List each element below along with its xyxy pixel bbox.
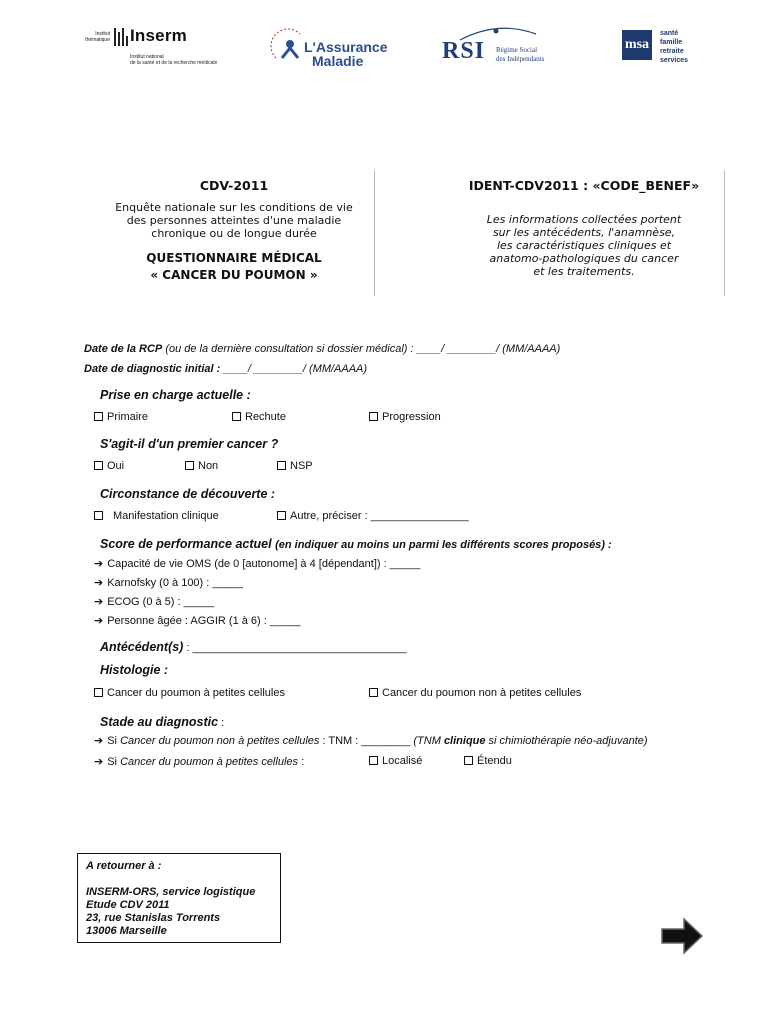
assurance-maladie-logo: [270, 26, 388, 70]
rsi-logo: [440, 26, 560, 70]
return-line: 23, rue Stanislas Torrents: [86, 912, 221, 924]
option-label: Primaire: [107, 411, 148, 423]
header-divider-left: [374, 170, 375, 296]
option-autre[interactable]: [277, 510, 469, 522]
stade-note-b: clinique: [443, 735, 486, 747]
option-label: Oui: [107, 460, 125, 472]
option-etendu[interactable]: [464, 755, 512, 767]
msa-list: [660, 29, 688, 65]
option-petites-cellules[interactable]: [94, 687, 285, 699]
antecedents-fill[interactable]: : ___________________________________: [183, 642, 407, 654]
rcp-date-fill[interactable]: : ____/ ________/ (MM/AAAA): [407, 343, 561, 355]
score-item-oms[interactable]: [94, 557, 420, 570]
checkbox[interactable]: [369, 412, 378, 421]
inserm-top-caption: Institut thématique: [85, 31, 110, 43]
survey-subtitle-line: Enquête nationale sur les conditions de vie: [115, 201, 353, 214]
prise-en-charge-title: Prise en charge actuelle :: [100, 388, 251, 402]
stade-sclc-line: [94, 755, 304, 768]
option-rechute[interactable]: [232, 411, 286, 423]
return-title: A retourner à :: [86, 860, 162, 872]
option-label: Progression: [382, 411, 441, 423]
diagnostic-date-label: Date de diagnostic initial :: [84, 363, 221, 375]
rsi-name: RSI: [442, 38, 486, 64]
info-line: sur les antécédents, l'anamnèse,: [492, 226, 676, 239]
info-line: et les traitements.: [533, 265, 635, 278]
checkbox[interactable]: [464, 756, 473, 765]
arrow-right-icon: ➔: [94, 557, 104, 570]
stade-title-text: Stade au diagnostic: [100, 715, 219, 729]
msa-box-icon: msa: [622, 30, 652, 60]
inserm-logo: [72, 26, 222, 68]
score-item-text: Capacité de vie OMS (de 0 [autonome] à 4 [dépendant]) : _____: [107, 558, 421, 570]
option-label: Cancer du poumon non à petites cellules: [382, 687, 582, 699]
rsi-sub-2: des Indépendants: [496, 55, 545, 63]
option-label: NSP: [290, 460, 313, 472]
checkbox[interactable]: [94, 688, 103, 697]
checkbox[interactable]: [94, 412, 103, 421]
option-non-petites-cellules[interactable]: [369, 687, 581, 699]
return-line: INSERM-ORS, service logistique: [86, 886, 256, 898]
score-item-aggir[interactable]: [94, 614, 300, 627]
stade-sclc: Cancer du poumon à petites cellules: [120, 756, 299, 768]
option-primaire[interactable]: [94, 411, 148, 423]
inserm-caption-1: Institut national: [130, 54, 164, 60]
rcp-date-note: (ou de la dernière consultation si dossier médical): [165, 343, 408, 355]
diagnostic-date-fill[interactable]: ____/ ________/ (MM/AAAA): [220, 363, 368, 375]
option-nsp[interactable]: [277, 460, 313, 472]
survey-code-title: CDV-2011: [199, 178, 269, 193]
option-label: Cancer du poumon à petites cellules: [107, 687, 285, 699]
info-line: anatomo-pathologiques du cancer: [489, 252, 679, 265]
antecedents-field[interactable]: [100, 638, 407, 656]
antecedents-title: Antécédent(s): [100, 640, 184, 654]
checkbox[interactable]: [94, 461, 103, 470]
checkbox[interactable]: [369, 688, 378, 697]
msa-item: services: [660, 57, 689, 64]
option-progression[interactable]: [369, 411, 441, 423]
header-left: [96, 178, 372, 284]
stade-nsclc: Cancer du poumon non à petites cellules: [120, 735, 320, 747]
score-item-ecog[interactable]: [94, 595, 214, 608]
info-line: Les informations collectées portent: [486, 213, 682, 226]
arrow-right-icon: ➔: [94, 595, 104, 608]
arrow-right-icon: ➔: [94, 734, 104, 747]
option-label: Manifestation clinique: [113, 510, 219, 522]
option-oui[interactable]: [94, 460, 124, 472]
option-non[interactable]: [185, 460, 218, 472]
stade-tnm-fill[interactable]: : TNM : ________: [319, 735, 414, 747]
questionnaire-subject: « CANCER DU POUMON »: [150, 268, 318, 282]
option-label: Autre, préciser : ________________: [290, 510, 469, 522]
checkbox[interactable]: [369, 756, 378, 765]
stade-note-a: (TNM: [413, 735, 444, 747]
msa-logo: [622, 28, 712, 68]
inserm-caption-2: de la santé et de la recherche médicale: [130, 60, 218, 66]
option-label: Non: [198, 460, 219, 472]
score-title-text: Score de performance actuel: [100, 537, 272, 551]
checkbox[interactable]: [185, 461, 194, 470]
stade-tnm-line[interactable]: [94, 734, 648, 747]
msa-item: santé: [660, 30, 679, 37]
score-item-text: ECOG (0 à 5) : _____: [107, 596, 215, 608]
stade-colon: :: [298, 756, 305, 768]
checkbox[interactable]: [277, 511, 286, 520]
stade-note-c: si chimiothérapie néo-adjuvante): [485, 735, 648, 747]
survey-subtitle-line: chronique ou de longue durée: [151, 227, 317, 240]
rcp-date-field[interactable]: [84, 343, 560, 355]
checkbox[interactable]: [94, 511, 103, 520]
survey-subtitle-line: des personnes atteintes d'une maladie: [126, 214, 342, 227]
stade-colon: :: [218, 717, 225, 729]
return-line: 13006 Marseille: [86, 925, 167, 937]
assurance-maladie-line1: L'Assurance: [304, 39, 388, 55]
header-right: [436, 178, 732, 278]
msa-item: famille: [660, 39, 683, 46]
option-label: Étendu: [477, 755, 512, 767]
assurance-maladie-line2: Maladie: [312, 53, 364, 69]
return-address-box: [77, 853, 281, 943]
return-line: Etude CDV 2011: [86, 899, 170, 911]
next-page-arrow-icon[interactable]: [660, 916, 704, 956]
score-item-text: Karnofsky (0 à 100) : _____: [107, 577, 243, 589]
arrow-right-icon: ➔: [94, 614, 104, 627]
option-localise[interactable]: [369, 755, 422, 767]
checkbox[interactable]: [232, 412, 241, 421]
stade-si: Si: [107, 756, 121, 768]
msa-item: retraite: [660, 48, 684, 55]
inserm-name: Inserm: [130, 26, 187, 45]
info-line: les caractéristiques cliniques et: [496, 239, 672, 252]
score-note: (en indiquer au moins un parmi les différents scores proposés) :: [275, 539, 612, 551]
histologie-title: Histologie :: [100, 663, 169, 677]
circonstance-title: Circonstance de découverte :: [100, 487, 276, 501]
ident-code: IDENT-CDV2011 : «CODE_BENEF»: [468, 178, 700, 193]
option-label: Localisé: [382, 755, 423, 767]
score-item-karnofsky[interactable]: [94, 576, 243, 589]
diagnostic-date-field[interactable]: [84, 363, 367, 375]
arrow-right-icon: ➔: [94, 755, 104, 768]
stade-title: [100, 713, 224, 731]
option-label: Rechute: [245, 411, 286, 423]
option-manifestation-clinique[interactable]: [94, 510, 219, 522]
checkbox[interactable]: [277, 461, 286, 470]
questionnaire-title: QUESTIONNAIRE MÉDICAL: [146, 251, 322, 265]
rcp-date-label: Date de la RCP: [84, 343, 163, 355]
premier-cancer-title: S'agit-il d'un premier cancer ?: [100, 437, 279, 451]
score-item-text: Personne âgée : AGGIR (1 à 6) : _____: [107, 615, 301, 627]
stade-si: Si: [107, 735, 121, 747]
arrow-right-icon: ➔: [94, 576, 104, 589]
inserm-bars-icon: [114, 28, 130, 46]
score-title: [100, 537, 612, 551]
rsi-sub-1: Régime Social: [496, 46, 538, 54]
